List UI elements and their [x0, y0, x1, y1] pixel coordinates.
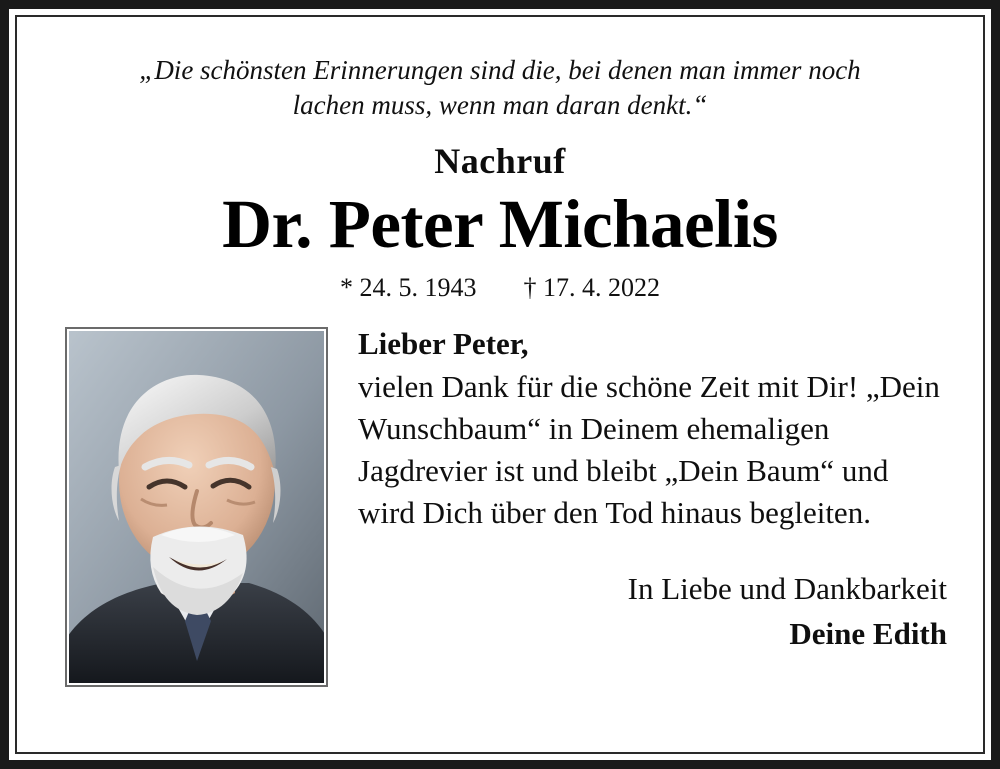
letter-paragraph: vielen Dank für die schöne Zeit mit Dir! „Dein Wunschbaum“ in Deinem ehemaligen Jagdrevier ist und bleibt „Dein Baum“ und wird Dich über den Tod hinaus begleiten.: [358, 368, 940, 531]
notice-heading: Nachruf: [434, 141, 566, 182]
letter-closing: [358, 568, 947, 656]
letter-salutation: Lieber Peter,: [358, 325, 529, 361]
life-dates: [47, 273, 953, 303]
letter-text: [328, 323, 953, 656]
closing-line: In Liebe und Dankbarkeit: [627, 571, 947, 607]
memorial-quote: „Die schönsten Erinnerungen sind die, bei denen man immer noch lachen muss, wenn man daran denkt.“: [139, 55, 861, 120]
portrait-photo: [69, 331, 324, 683]
closing-signature: Deine Edith: [789, 616, 947, 652]
notice-body: [47, 323, 953, 687]
birth-date: * 24. 5. 1943: [340, 272, 477, 302]
death-date: † 17. 4. 2022: [523, 272, 660, 302]
portrait-frame: [65, 327, 328, 687]
inner-frame: [15, 15, 985, 754]
deceased-name: Dr. Peter Michaelis: [222, 186, 778, 263]
